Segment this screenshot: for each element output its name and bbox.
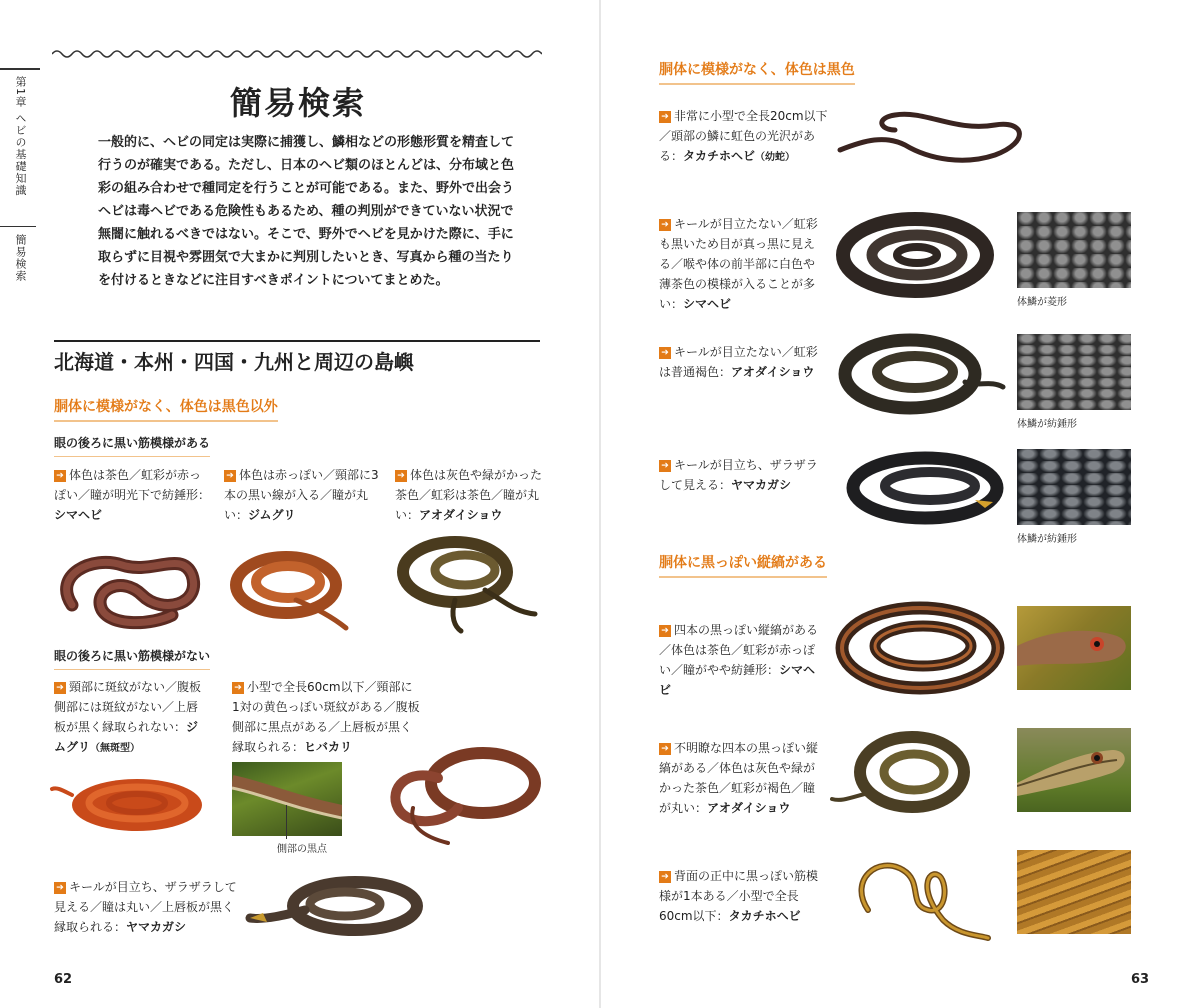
species-name: アオダイショウ — [707, 801, 791, 815]
entry-aodaisho-black — [659, 342, 819, 382]
species-name: ジムグリ — [54, 720, 199, 754]
species-name: タカチホヘビ — [683, 149, 756, 163]
caption-leader-line — [286, 805, 287, 839]
snake-photo-yamakagashi-black — [835, 450, 1005, 532]
snake-photo-yamakagashi — [245, 870, 425, 942]
entry-jimuguri-red — [224, 465, 380, 525]
entry-jimuguri-plain — [54, 677, 204, 759]
arrow-icon: ➔ — [659, 625, 671, 637]
entry-text: キールが目立ち、ザラザラして見える： — [659, 458, 818, 492]
snake-photo-aodaisho-black — [835, 332, 1005, 424]
section-heading-non-black: 胴体に模様がなく、体色は黒色以外 — [54, 396, 278, 422]
photo-hibakari-side-dots — [232, 762, 342, 836]
arrow-icon: ➔ — [659, 111, 671, 123]
entry-text: キールが目立ち、ザラザラして見える／瞳は丸い／上唇板が黒く縁取られる： — [54, 880, 237, 934]
shimahebi-head-closeup — [1017, 606, 1131, 690]
entry-text: 体色は茶色／虹彩が赤っぽい／瞳が明光下で紡錘形： — [54, 468, 211, 502]
species-name: アオダイショウ — [731, 365, 815, 379]
photo-shimahebi-eye — [1017, 606, 1131, 690]
photo-scales-fusiform-1 — [1017, 334, 1131, 410]
species-name: ヤマカガシ — [126, 920, 187, 934]
species-name: ジムグリ — [248, 508, 296, 522]
entry-yamakagashi-left — [54, 877, 242, 937]
section-heading-stripes: 胴体に黒っぽい縦縞がある — [659, 552, 827, 578]
arrow-icon: ➔ — [54, 682, 66, 694]
arrow-icon: ➔ — [659, 743, 671, 755]
arrow-icon: ➔ — [232, 682, 244, 694]
entry-text: キールが目立たない／虹彩も黒いため目が真っ黒に見える／喉や体の前半部に白色や薄茶色の模様が入ることが多い： — [659, 217, 818, 311]
snake-photo-shimahebi-striped — [835, 598, 1010, 698]
species-name: アオダイショウ — [419, 508, 503, 522]
chapter-tab-divider — [0, 226, 36, 227]
page-gutter — [599, 0, 601, 1008]
aodaisho-head-closeup — [1017, 728, 1131, 812]
photo-scales-rhombic — [1017, 212, 1131, 288]
photo-takachiho-pattern — [1017, 850, 1131, 934]
snake-photo-takachiho-juvenile — [835, 100, 1035, 175]
arrow-icon: ➔ — [659, 871, 671, 883]
region-rule — [54, 340, 540, 342]
snake-photo-jimuguri — [226, 540, 356, 630]
arrow-icon: ➔ — [224, 470, 236, 482]
arrow-icon: ➔ — [659, 219, 671, 231]
hibakari-closeup — [232, 762, 342, 836]
snake-photo-shimahebi-black — [835, 210, 1000, 305]
caption-scales-fusiform-1: 体鱗が紡錘形 — [1017, 419, 1077, 430]
caption-side-dots: 側部の黒点 — [277, 844, 327, 855]
entry-takachiho-juvenile — [659, 106, 829, 168]
arrow-icon: ➔ — [659, 460, 671, 472]
photo-aodaisho-eye — [1017, 728, 1131, 812]
entry-text: キールが目立たない／虹彩は普通褐色： — [659, 345, 818, 379]
entry-takachiho-striped — [659, 866, 822, 926]
photo-scales-fusiform-2 — [1017, 449, 1131, 525]
entry-text: 体色は赤っぽい／頸部に3本の黒い線が入る／瞳が丸い： — [224, 468, 379, 522]
page-number-right: 63 — [1131, 972, 1150, 987]
snake-photo-aodaisho — [395, 532, 545, 632]
entry-text: 背面の正中に黒っぽい筋模様が1本ある／小型で全長60cm以下： — [659, 869, 819, 923]
species-name-note: （幼蛇） — [755, 152, 796, 163]
entry-text: 四本の黒っぽい縦縞がある／体色は茶色／虹彩が赤っぽい／瞳がやや紡錘形： — [659, 623, 819, 677]
arrow-icon: ➔ — [395, 470, 407, 482]
species-name: タカチホヘビ — [728, 909, 801, 923]
snake-photo-jimuguri-plain — [52, 765, 210, 840]
entry-text: 不明瞭な四本の黒っぽい縦縞がある／体色は灰色や緑がかった茶色／虹彩が褐色／瞳が丸い： — [659, 741, 819, 815]
species-name: ヒバカリ — [304, 740, 353, 754]
entry-text: 小型で全長60cm以下／頸部に1対の黄色っぽい斑紋がある／腹板側部に黒点がある／上唇板が黒く縁取られる： — [232, 680, 420, 754]
snake-photo-takachiho — [848, 850, 993, 945]
entry-shimahebi-striped — [659, 620, 822, 700]
region-heading: 北海道・本州・四国・九州と周辺の島嶼 — [54, 350, 414, 374]
species-name: シマヘビ — [683, 297, 732, 311]
arrow-icon: ➔ — [54, 470, 66, 482]
entry-text: 頸部に斑紋がない／腹板側部には斑紋がない／上唇板が黒く縁取られない： — [54, 680, 202, 734]
subheading-no-eye-stripe: 眼の後ろに黒い筋模様がない — [54, 647, 210, 670]
chapter-tab-section: 簡易検索 — [14, 234, 27, 282]
intro-paragraph: 一般的に、ヘビの同定は実際に捕獲し、鱗相などの形態形質を精査して行うのが確実である。ただし、日本のヘビ類のほとんどは、分布域と色彩の組み合わせで種同定を行うことが可能である。また、野外で出会うヘビは毒ヘビである危険性もあるため、種の判別ができていない状況で無闇に触れるべきではない。そこで、野外でヘビを見かけた際に、手に取らずに目視や雰囲気で大まかに判別したいとき、写真から種の当たりを付けるときなどに注目すべきポイントについてまとめた。 — [98, 135, 515, 288]
snake-photo-shimahebi — [52, 535, 202, 630]
entry-aodaisho-striped — [659, 738, 822, 818]
entry-text: 非常に小型で全長20cm以下／頭部の鱗に虹色の光沢がある： — [659, 109, 828, 163]
snake-photo-aodaisho-striped — [832, 727, 972, 827]
arrow-icon: ➔ — [659, 347, 671, 359]
wavy-rule — [52, 48, 542, 60]
page-number-left: 62 — [54, 972, 73, 987]
arrow-icon: ➔ — [54, 882, 66, 894]
species-name: シマヘビ — [659, 663, 816, 697]
entry-shimahebi-black — [659, 214, 819, 314]
page-title: 簡易検索 — [230, 84, 367, 122]
caption-scales-rhombic: 体鱗が菱形 — [1017, 297, 1067, 308]
entry-aodaisho-gray — [395, 465, 545, 525]
chapter-tab-rule — [0, 68, 40, 70]
snake-photo-hibakari — [368, 738, 543, 846]
entry-text: 体色は灰色や緑がかった茶色／虹彩は茶色／瞳が丸い： — [395, 468, 543, 522]
subheading-eye-stripe: 眼の後ろに黒い筋模様がある — [54, 434, 210, 457]
entry-yamakagashi-black — [659, 455, 824, 495]
entry-shimahebi-brown — [54, 465, 210, 525]
species-name: ヤマカガシ — [731, 478, 792, 492]
chapter-tab-label: 第1章 ヘビの基礎知識 — [14, 76, 27, 197]
species-name-note: （無斑型） — [90, 743, 141, 754]
species-name: シマヘビ — [54, 508, 103, 522]
caption-scales-fusiform-2: 体鱗が紡錘形 — [1017, 534, 1077, 545]
section-heading-black: 胴体に模様がなく、体色は黒色 — [659, 59, 855, 85]
